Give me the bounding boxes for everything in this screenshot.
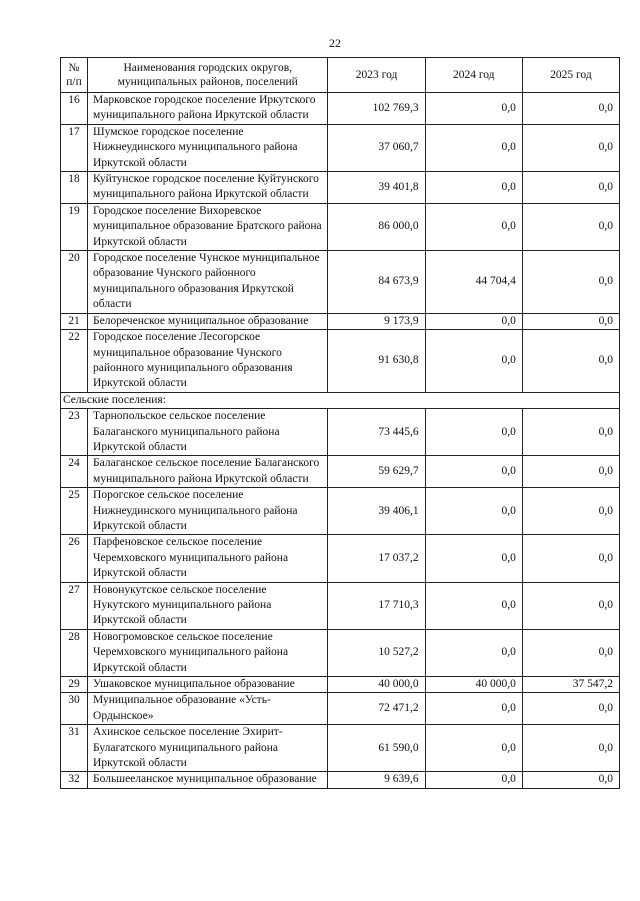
row-value-2023: 39 401,8 bbox=[328, 172, 425, 204]
row-value-2025: 0,0 bbox=[522, 535, 619, 582]
table-row bbox=[61, 330, 620, 393]
row-value-2024: 0,0 bbox=[425, 409, 522, 456]
table-row bbox=[61, 172, 620, 204]
row-value-2023: 84 673,9 bbox=[328, 251, 425, 314]
table-header-row bbox=[61, 58, 620, 93]
table-row bbox=[61, 693, 620, 725]
row-number: 28 bbox=[61, 629, 88, 676]
row-number: 16 bbox=[61, 93, 88, 125]
row-value-2023: 102 769,3 bbox=[328, 93, 425, 125]
table-row bbox=[61, 677, 620, 693]
row-name: Марковское городское поселение Иркутского муниципального района Иркутской области bbox=[88, 93, 328, 125]
row-number: 19 bbox=[61, 203, 88, 250]
row-number: 17 bbox=[61, 124, 88, 171]
row-number: 25 bbox=[61, 488, 88, 535]
row-value-2024: 0,0 bbox=[425, 488, 522, 535]
row-value-2024: 44 704,4 bbox=[425, 251, 522, 314]
row-value-2023: 72 471,2 bbox=[328, 693, 425, 725]
row-value-2024: 0,0 bbox=[425, 456, 522, 488]
row-value-2024: 0,0 bbox=[425, 629, 522, 676]
row-value-2024: 0,0 bbox=[425, 535, 522, 582]
row-value-2024: 0,0 bbox=[425, 772, 522, 788]
section-label: Сельские поселения: bbox=[61, 392, 620, 408]
row-name: Белореченское муниципальное образование bbox=[88, 313, 328, 329]
row-name: Куйтунское городское поселение Куйтунского муниципального района Иркутской области bbox=[88, 172, 328, 204]
row-value-2024: 40 000,0 bbox=[425, 677, 522, 693]
row-number: 24 bbox=[61, 456, 88, 488]
row-value-2023: 61 590,0 bbox=[328, 725, 425, 772]
header-num: № п/п bbox=[61, 58, 88, 93]
row-value-2025: 0,0 bbox=[522, 409, 619, 456]
table-row bbox=[61, 93, 620, 125]
row-number: 23 bbox=[61, 409, 88, 456]
row-name: Ушаковское муниципальное образование bbox=[88, 677, 328, 693]
table-row bbox=[61, 488, 620, 535]
row-value-2024: 0,0 bbox=[425, 582, 522, 629]
table-row bbox=[61, 456, 620, 488]
row-value-2024: 0,0 bbox=[425, 313, 522, 329]
row-number: 29 bbox=[61, 677, 88, 693]
table-row bbox=[61, 203, 620, 250]
row-number: 21 bbox=[61, 313, 88, 329]
row-name: Порогское сельское поселение Нижнеудинского муниципального района Иркутской области bbox=[88, 488, 328, 535]
table-row bbox=[61, 535, 620, 582]
row-value-2025: 0,0 bbox=[522, 629, 619, 676]
row-value-2023: 9 173,9 bbox=[328, 313, 425, 329]
row-number: 22 bbox=[61, 330, 88, 393]
budget-table bbox=[60, 57, 620, 789]
row-value-2024: 0,0 bbox=[425, 725, 522, 772]
row-value-2023: 17 710,3 bbox=[328, 582, 425, 629]
row-name: Городское поселение Вихоревское муниципальное образование Братского района Иркутской области bbox=[88, 203, 328, 250]
table-row bbox=[61, 409, 620, 456]
row-value-2024: 0,0 bbox=[425, 124, 522, 171]
row-number: 18 bbox=[61, 172, 88, 204]
row-value-2024: 0,0 bbox=[425, 203, 522, 250]
row-value-2025: 0,0 bbox=[522, 693, 619, 725]
row-value-2023: 37 060,7 bbox=[328, 124, 425, 171]
row-value-2025: 0,0 bbox=[522, 172, 619, 204]
table-row bbox=[61, 582, 620, 629]
table-row bbox=[61, 124, 620, 171]
row-value-2024: 0,0 bbox=[425, 693, 522, 725]
row-name: Новогромовское сельское поселение Черемховского муниципального района Иркутской области bbox=[88, 629, 328, 676]
row-name: Парфеновское сельское поселение Черемховского муниципального района Иркутской области bbox=[88, 535, 328, 582]
row-number: 26 bbox=[61, 535, 88, 582]
row-value-2024: 0,0 bbox=[425, 330, 522, 393]
row-name: Большееланское муниципальное образование bbox=[88, 772, 328, 788]
section-row bbox=[61, 392, 620, 408]
table-row bbox=[61, 725, 620, 772]
row-value-2025: 37 547,2 bbox=[522, 677, 619, 693]
row-number: 27 bbox=[61, 582, 88, 629]
row-value-2025: 0,0 bbox=[522, 93, 619, 125]
row-value-2023: 73 445,6 bbox=[328, 409, 425, 456]
row-name: Балаганское сельское поселение Балаганского муниципального района Иркутской области bbox=[88, 456, 328, 488]
table-row bbox=[61, 251, 620, 314]
header-2024: 2024 год bbox=[425, 58, 522, 93]
row-value-2025: 0,0 bbox=[522, 124, 619, 171]
row-value-2024: 0,0 bbox=[425, 93, 522, 125]
row-number: 20 bbox=[61, 251, 88, 314]
row-value-2023: 59 629,7 bbox=[328, 456, 425, 488]
table-row bbox=[61, 772, 620, 788]
row-value-2025: 0,0 bbox=[522, 203, 619, 250]
row-value-2023: 39 406,1 bbox=[328, 488, 425, 535]
row-number: 32 bbox=[61, 772, 88, 788]
row-name: Тарнопольское сельское поселение Балаганского муниципального района Иркутской области bbox=[88, 409, 328, 456]
row-value-2025: 0,0 bbox=[522, 251, 619, 314]
page-number: 22 bbox=[329, 36, 341, 50]
row-value-2025: 0,0 bbox=[522, 772, 619, 788]
row-value-2025: 0,0 bbox=[522, 725, 619, 772]
header-2025: 2025 год bbox=[522, 58, 619, 93]
row-value-2023: 91 630,8 bbox=[328, 330, 425, 393]
row-value-2025: 0,0 bbox=[522, 313, 619, 329]
row-number: 30 bbox=[61, 693, 88, 725]
row-value-2025: 0,0 bbox=[522, 488, 619, 535]
table-row bbox=[61, 313, 620, 329]
row-value-2023: 17 037,2 bbox=[328, 535, 425, 582]
row-name: Новонукутское сельское поселение Нукутского муниципального района Иркутской области bbox=[88, 582, 328, 629]
table-row bbox=[61, 629, 620, 676]
row-name: Городское поселение Чунское муниципальное образование Чунского районного муниципального образования Иркутской области bbox=[88, 251, 328, 314]
table-body bbox=[61, 93, 620, 789]
row-number: 31 bbox=[61, 725, 88, 772]
row-value-2023: 86 000,0 bbox=[328, 203, 425, 250]
row-name: Ахинское сельское поселение Эхирит-Булагатского муниципального района Иркутской области bbox=[88, 725, 328, 772]
row-value-2025: 0,0 bbox=[522, 582, 619, 629]
row-value-2024: 0,0 bbox=[425, 172, 522, 204]
row-value-2023: 10 527,2 bbox=[328, 629, 425, 676]
row-value-2023: 9 639,6 bbox=[328, 772, 425, 788]
row-name: Шумское городское поселение Нижнеудинского муниципального района Иркутской области bbox=[88, 124, 328, 171]
row-value-2023: 40 000,0 bbox=[328, 677, 425, 693]
header-2023: 2023 год bbox=[328, 58, 425, 93]
header-name: Наименования городских округов, муниципальных районов, поселений bbox=[88, 58, 328, 93]
row-name: Городское поселение Лесогорское муниципальное образование Чунского районного муниципального образования Иркутской области bbox=[88, 330, 328, 393]
row-value-2025: 0,0 bbox=[522, 330, 619, 393]
row-name: Муниципальное образование «Усть-Ордынское» bbox=[88, 693, 328, 725]
row-value-2025: 0,0 bbox=[522, 456, 619, 488]
